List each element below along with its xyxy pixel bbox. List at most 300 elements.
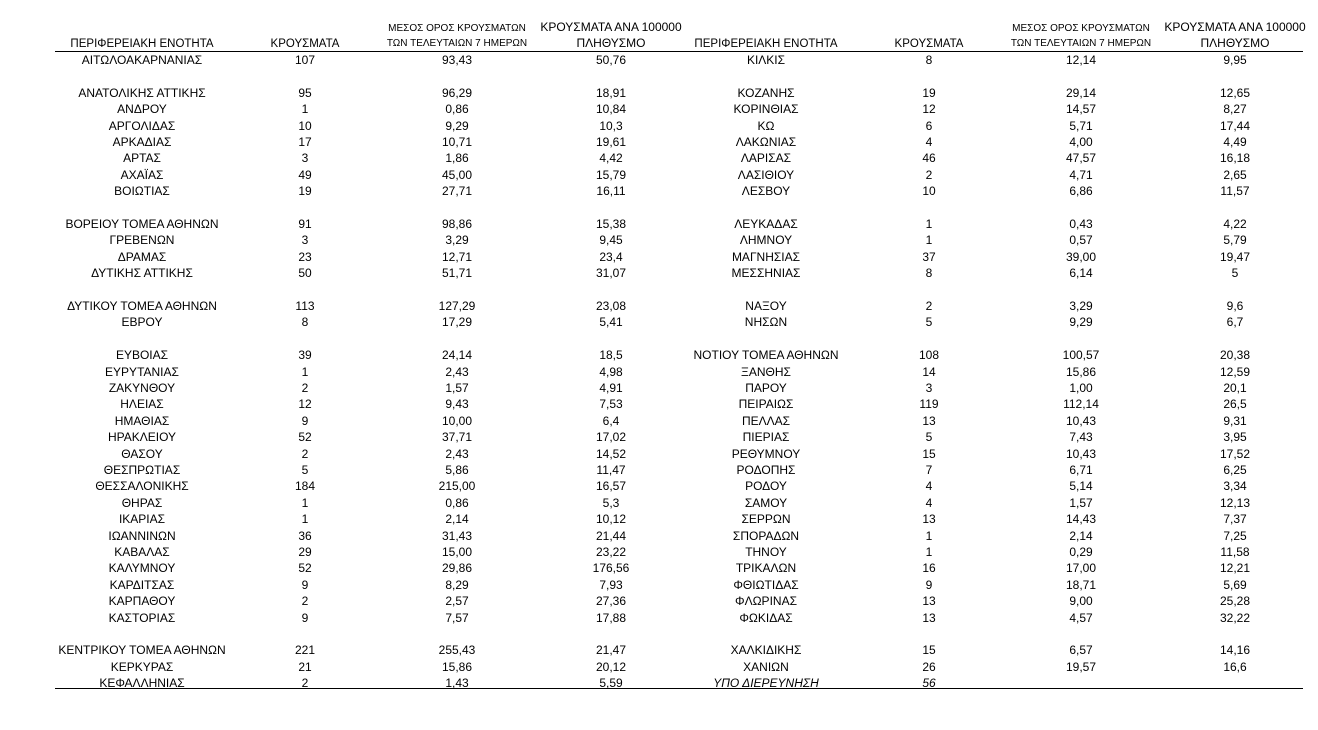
table-row [55, 659, 679, 675]
cases-cell: 2 [301, 594, 309, 609]
table-row [679, 134, 1303, 150]
region-cell: ΕΒΡΟΥ [121, 315, 163, 330]
rate-cell: 9,95 [1223, 53, 1247, 67]
header-rate-line1: ΚΡΟΥΣΜΑΤΑ ΑΝΑ 100000 [1164, 20, 1306, 34]
table-row [679, 478, 1303, 494]
rate-cell: 17,02 [595, 430, 627, 445]
table-row [55, 528, 679, 544]
cases-cell: 9 [301, 610, 309, 625]
table-row [679, 446, 1303, 462]
avg-cell: 0,29 [1069, 545, 1093, 559]
header-cases: ΚΡΟΥΣΜΑΤΑ [270, 38, 340, 50]
region-cell: ΚΕΝΤΡΙΚΟΥ ΤΟΜΕΑ ΑΘΗΝΩΝ [58, 643, 226, 658]
region-cell: ΤΡΙΚΑΛΩΝ [735, 561, 797, 576]
table-row [55, 495, 679, 511]
avg-cell: 18,71 [1065, 577, 1097, 592]
region-cell: ΚΟΡΙΝΘΙΑΣ [733, 102, 799, 117]
rate-cell: 6,25 [1223, 463, 1247, 477]
table-row [55, 380, 679, 396]
cases-cell: 8 [925, 266, 933, 281]
avg-cell: 9,43 [445, 397, 469, 412]
region-cell: ΞΑΝΘΗΣ [741, 364, 791, 379]
rate-cell: 5,3 [602, 495, 620, 510]
cases-cell: 37 [922, 249, 936, 264]
cases-cell: 52 [298, 561, 312, 576]
cases-cell: 8 [925, 53, 933, 67]
table-row [679, 577, 1303, 593]
cases-cell: 5 [925, 315, 933, 330]
cases-cell: 12 [922, 102, 936, 117]
avg-cell: 14,43 [1065, 512, 1097, 527]
cases-cell: 15 [922, 446, 936, 461]
table-row [55, 167, 679, 183]
avg-cell: 127,29 [438, 299, 476, 313]
cases-cell: 107 [294, 53, 316, 67]
region-cell: ΔΡΑΜΑΣ [117, 249, 167, 264]
avg-cell: 1,57 [1069, 495, 1093, 510]
header-rate-line1: ΚΡΟΥΣΜΑΤΑ ΑΝΑ 100000 [540, 20, 682, 34]
avg-cell: 10,00 [441, 413, 473, 428]
cases-cell: 1 [925, 545, 933, 559]
region-cell: ΛΗΜΝΟΥ [739, 233, 793, 248]
region-cell: ΓΡΕΒΕΝΩΝ [109, 233, 175, 248]
table-row [55, 446, 679, 462]
avg-cell: 15,86 [1065, 364, 1097, 379]
cases-cell: 13 [922, 512, 936, 527]
rate-cell: 4,22 [1223, 217, 1247, 231]
rate-cell: 21,47 [595, 643, 627, 658]
region-cell: ΑΡΚΑΔΙΑΣ [112, 135, 172, 149]
table-row [679, 429, 1303, 445]
rate-cell: 16,11 [596, 184, 626, 199]
rate-cell: 11,57 [1220, 184, 1250, 199]
avg-cell: 0,57 [1069, 233, 1093, 248]
region-cell: ΑΙΤΩΛΟΑΚΑΡΝΑΝΙΑΣ [81, 53, 203, 67]
header-rate-line2: ΠΛΗΘΥΣΜΟ [576, 36, 646, 50]
table-row [679, 396, 1303, 412]
rate-cell: 16,18 [1219, 151, 1251, 166]
table-row [679, 183, 1303, 199]
avg-cell: 5,14 [1069, 479, 1093, 494]
region-cell: ΘΕΣΠΡΩΤΙΑΣ [103, 463, 181, 477]
avg-cell: 98,86 [441, 217, 473, 231]
avg-cell: 24,14 [441, 348, 473, 363]
cases-cell: 19 [922, 85, 936, 100]
region-cell: ΑΝΔΡΟΥ [117, 102, 167, 117]
rate-cell: 11,47 [596, 463, 626, 477]
rate-cell: 18,5 [599, 348, 623, 363]
rate-cell: 27,36 [595, 594, 627, 609]
cases-cell: 1 [925, 217, 933, 231]
table-row [679, 298, 1303, 314]
region-cell: ΒΟΡΕΙΟΥ ΤΟΜΕΑ ΑΘΗΝΩΝ [65, 217, 219, 231]
region-cell: ΚΑΡΠΑΘΟΥ [108, 594, 176, 609]
header-rate-line2: ΠΛΗΘΥΣΜΟ [1200, 36, 1270, 50]
avg-cell: 4,57 [1069, 610, 1093, 625]
region-cell: ΡΟΔΟΠΗΣ [736, 463, 796, 477]
header-avg-line2: ΤΩΝ ΤΕΛΕΥΤΑΙΩΝ 7 ΗΜΕΡΩΝ [1010, 38, 1152, 49]
table-row [55, 52, 679, 68]
rate-cell: 17,88 [595, 610, 627, 625]
avg-cell: 255,43 [438, 643, 476, 658]
region-cell: ΛΑΚΩΝΙΑΣ [735, 135, 797, 149]
avg-cell: 5,86 [445, 463, 469, 477]
table-row [55, 577, 679, 593]
region-cell: ΑΡΤΑΣ [123, 151, 161, 166]
rate-cell: 9,45 [599, 233, 623, 248]
region-cell: ΥΠΟ ΔΙΕΡΕΥΝΗΣΗ [713, 676, 819, 691]
table-row [55, 642, 679, 658]
region-cell: ΚΙΛΚΙΣ [746, 53, 786, 67]
avg-cell: 2,43 [445, 446, 469, 461]
avg-cell: 2,43 [445, 364, 469, 379]
avg-cell: 7,57 [445, 610, 469, 625]
region-cell: ΡΟΔΟΥ [745, 479, 787, 494]
table-row [55, 183, 679, 199]
region-cell: ΗΛΕΙΑΣ [120, 397, 164, 412]
avg-cell: 10,43 [1065, 446, 1097, 461]
table-row [679, 150, 1303, 166]
cases-cell: 21 [298, 659, 312, 674]
table-row [679, 249, 1303, 265]
region-cell: ΦΘΙΩΤΙΔΑΣ [733, 577, 799, 592]
rate-cell: 7,93 [599, 577, 623, 592]
table-row [679, 265, 1303, 281]
avg-cell: 12,14 [1065, 53, 1097, 67]
region-cell: ΜΕΣΣΗΝΙΑΣ [731, 266, 801, 281]
region-cell: ΠΑΡΟΥ [745, 381, 787, 395]
avg-cell: 2,14 [1069, 528, 1093, 543]
rate-cell: 7,25 [1223, 528, 1247, 543]
cases-cell: 7 [925, 463, 933, 477]
table-row [55, 232, 679, 248]
rate-cell: 2,65 [1223, 167, 1247, 182]
table-row [55, 216, 679, 232]
region-cell: ΔΥΤΙΚΗΣ ΑΤΤΙΚΗΣ [91, 266, 193, 281]
cases-cell: 1 [925, 528, 933, 543]
region-cell: ΔΥΤΙΚΟΥ ΤΟΜΕΑ ΑΘΗΝΩΝ [67, 299, 217, 313]
table-row [55, 478, 679, 494]
table-row [55, 396, 679, 412]
region-cell: ΛΕΣΒΟΥ [741, 184, 791, 199]
region-cell: ΕΥΡΥΤΑΝΙΑΣ [105, 364, 179, 379]
table-row [679, 462, 1303, 478]
rate-cell: 23,4 [599, 249, 623, 264]
table-row [55, 610, 679, 626]
cases-cell: 1 [925, 233, 933, 248]
table-row [55, 314, 679, 330]
region-cell: ΝΗΣΩΝ [744, 315, 788, 330]
avg-cell: 29,14 [1065, 85, 1097, 100]
cases-cell: 2 [925, 167, 933, 182]
region-cell: ΡΕΘΥΜΝΟΥ [731, 446, 801, 461]
region-cell: ΑΧΑΪΑΣ [120, 167, 164, 182]
cases-cell: 184 [294, 479, 316, 494]
rate-cell: 10,84 [595, 102, 627, 117]
table-row [55, 675, 679, 691]
cases-cell: 2 [925, 299, 933, 313]
cases-cell: 3 [925, 381, 933, 395]
rate-cell: 23,08 [595, 299, 627, 313]
avg-cell: 37,71 [441, 430, 473, 445]
table-row [679, 314, 1303, 330]
avg-cell: 27,71 [441, 184, 473, 199]
header-region: ΠΕΡΙΦΕΡΕΙΑΚΗ ΕΝΟΤΗΤΑ [70, 38, 214, 50]
avg-cell: 9,00 [1069, 594, 1093, 609]
cases-cell: 5 [925, 430, 933, 445]
cases-cell: 39 [298, 348, 312, 363]
header-avg [375, 21, 539, 51]
region-cell: ΠΕΛΛΑΣ [741, 413, 791, 428]
table-row [55, 85, 679, 101]
cases-cell: 91 [298, 217, 312, 231]
cases-cell: 4 [925, 495, 933, 510]
region-cell: ΣΠΟΡΑΔΩΝ [732, 528, 800, 543]
table-header-left [55, 0, 682, 51]
table-header-right [679, 0, 1306, 51]
rate-cell: 7,53 [599, 397, 623, 412]
avg-cell: 1,00 [1069, 381, 1093, 395]
rate-cell: 18,91 [595, 85, 627, 100]
region-cell: ΗΡΑΚΛΕΙΟΥ [107, 430, 177, 445]
cases-cell: 1 [301, 512, 309, 527]
region-cell: ΚΑΡΔΙΤΣΑΣ [109, 577, 175, 592]
cases-cell: 26 [922, 659, 936, 674]
avg-cell: 39,00 [1065, 249, 1097, 264]
cases-cell: 9 [301, 413, 309, 428]
table-row [679, 593, 1303, 609]
table-row [55, 101, 679, 117]
table-row [679, 610, 1303, 626]
rate-cell: 16,6 [1223, 659, 1247, 674]
cases-cell: 108 [918, 348, 940, 363]
region-cell: ΕΥΒΟΙΑΣ [115, 348, 169, 363]
table-row [679, 232, 1303, 248]
cases-cell: 19 [298, 184, 312, 199]
avg-cell: 96,29 [441, 85, 473, 100]
region-cell: ΘΕΣΣΑΛΟΝΙΚΗΣ [95, 479, 189, 494]
avg-cell: 1,43 [445, 676, 469, 691]
header-cases: ΚΡΟΥΣΜΑΤΑ [894, 38, 964, 50]
rate-cell: 7,37 [1223, 512, 1247, 527]
table-row [679, 364, 1303, 380]
table-row [55, 347, 679, 363]
avg-cell: 15,86 [441, 659, 473, 674]
avg-cell: 112,14 [1063, 397, 1099, 412]
rate-cell: 5,41 [599, 315, 623, 330]
rate-cell: 4,42 [599, 151, 623, 166]
cases-cell: 36 [298, 528, 312, 543]
avg-cell: 3,29 [445, 233, 469, 248]
rate-cell: 3,95 [1223, 430, 1247, 445]
region-cell: ΛΑΡΙΣΑΣ [740, 151, 792, 166]
region-cell: ΑΡΓΟΛΙΔΑΣ [108, 118, 176, 133]
table-row [679, 52, 1303, 68]
region-cell: ΤΗΝΟΥ [745, 545, 787, 559]
avg-cell: 12,71 [441, 249, 473, 264]
avg-cell: 17,29 [441, 315, 473, 330]
avg-cell: 4,71 [1069, 167, 1093, 182]
cases-cell: 10 [922, 184, 936, 199]
rate-cell: 21,44 [595, 528, 627, 543]
region-cell: ΚΟΖΑΝΗΣ [737, 85, 795, 100]
avg-cell: 7,43 [1069, 430, 1093, 445]
rate-cell: 5,59 [599, 676, 623, 691]
cases-cell: 3 [301, 233, 309, 248]
cases-cell: 4 [925, 479, 933, 494]
region-cell: ΣΑΜΟΥ [744, 495, 788, 510]
region-cell: ΙΚΑΡΙΑΣ [118, 512, 166, 527]
region-cell: ΦΛΩΡΙΝΑΣ [735, 594, 797, 609]
table-row [55, 150, 679, 166]
rate-cell: 14,16 [1219, 643, 1251, 658]
rate-cell: 20,1 [1223, 381, 1247, 395]
avg-cell: 10,71 [441, 135, 473, 149]
rate-cell: 4,98 [599, 364, 623, 379]
rate-cell: 8,27 [1223, 102, 1247, 117]
table-row [679, 167, 1303, 183]
cases-cell: 15 [922, 643, 936, 658]
rate-cell: 26,5 [1223, 397, 1247, 412]
table-row [679, 380, 1303, 396]
cases-cell: 9 [925, 577, 933, 592]
region-cell: ΚΕΦΑΛΛΗΝΙΑΣ [99, 676, 185, 691]
table-row [55, 134, 679, 150]
table-row [679, 413, 1303, 429]
avg-cell: 8,29 [445, 577, 469, 592]
region-cell: ΦΩΚΙΔΑΣ [739, 610, 793, 625]
rate-cell: 5 [1231, 266, 1239, 281]
header-avg [999, 21, 1163, 51]
table-row [55, 298, 679, 314]
table-row [679, 675, 1303, 691]
table-row [55, 413, 679, 429]
rate-cell: 15,38 [595, 217, 627, 231]
rate-cell: 12,65 [1219, 85, 1251, 100]
avg-cell: 0,86 [445, 495, 469, 510]
cases-cell: 13 [922, 594, 936, 609]
table-row [679, 544, 1303, 560]
rate-cell: 17,52 [1219, 446, 1251, 461]
rate-cell: 6,4 [602, 413, 620, 428]
avg-cell: 100,57 [1062, 348, 1100, 363]
rate-cell: 12,13 [1219, 495, 1251, 510]
table-row [679, 659, 1303, 675]
cases-cell: 50 [298, 266, 312, 281]
avg-cell: 215,00 [438, 479, 476, 494]
rate-cell: 17,44 [1219, 118, 1251, 133]
avg-cell: 6,71 [1069, 463, 1093, 477]
rate-cell: 9,31 [1223, 413, 1247, 428]
table-row [679, 528, 1303, 544]
rate-cell: 10,3 [599, 118, 623, 133]
cases-cell: 14 [922, 364, 936, 379]
cases-cell: 52 [298, 430, 312, 445]
cases-cell: 2 [301, 446, 309, 461]
avg-cell: 29,86 [441, 561, 473, 576]
cases-cell: 4 [925, 135, 933, 149]
cases-cell: 9 [301, 577, 309, 592]
region-cell: ΚΑΣΤΟΡΙΑΣ [108, 610, 176, 625]
rate-cell: 12,59 [1219, 364, 1251, 379]
rate-cell: 23,22 [595, 545, 627, 559]
rate-cell: 50,76 [595, 53, 627, 67]
table-row [55, 544, 679, 560]
cases-cell: 113 [295, 299, 315, 313]
region-cell: ΘΗΡΑΣ [121, 495, 163, 510]
rate-cell: 6,7 [1226, 315, 1244, 330]
cases-cell: 49 [298, 167, 312, 182]
avg-cell: 3,29 [1069, 299, 1093, 313]
table-row [55, 249, 679, 265]
avg-cell: 0,43 [1069, 217, 1093, 231]
header-rate [531, 19, 691, 51]
table-row [679, 85, 1303, 101]
cases-cell: 29 [298, 545, 312, 559]
cases-cell: 119 [919, 397, 939, 412]
cases-cell: 2 [301, 381, 309, 395]
rate-cell: 20,12 [595, 659, 627, 674]
avg-cell: 1,86 [445, 151, 469, 166]
avg-cell: 31,43 [441, 528, 473, 543]
avg-cell: 19,57 [1065, 659, 1097, 674]
table-row [679, 101, 1303, 117]
region-cell: ΚΑΛΥΜΝΟΥ [108, 561, 176, 576]
cases-cell: 221 [294, 643, 316, 658]
avg-cell: 5,71 [1069, 118, 1093, 133]
cases-cell: 56 [922, 676, 936, 691]
table-row [679, 118, 1303, 134]
region-cell: ΣΕΡΡΩΝ [741, 512, 791, 527]
table-row [55, 462, 679, 478]
rate-cell: 3,34 [1223, 479, 1247, 494]
avg-cell: 6,14 [1069, 266, 1093, 281]
region-cell: ΑΝΑΤΟΛΙΚΗΣ ΑΤΤΙΚΗΣ [78, 85, 206, 100]
table-row [55, 265, 679, 281]
avg-cell: 10,43 [1065, 413, 1097, 428]
rate-cell: 25,28 [1219, 594, 1251, 609]
table-row [55, 429, 679, 445]
region-cell: ΘΑΣΟΥ [121, 446, 163, 461]
avg-cell: 14,57 [1065, 102, 1097, 117]
avg-cell: 47,57 [1065, 151, 1097, 166]
header-avg-line2: ΤΩΝ ΤΕΛΕΥΤΑΙΩΝ 7 ΗΜΕΡΩΝ [386, 38, 528, 49]
table-row [679, 642, 1303, 658]
region-cell: ΧΑΛΚΙΔΙΚΗΣ [730, 643, 802, 658]
rate-cell: 20,38 [1219, 348, 1251, 363]
rate-cell: 4,49 [1223, 135, 1247, 149]
rate-cell: 4,91 [599, 381, 623, 395]
region-cell: ΜΑΓΝΗΣΙΑΣ [731, 249, 801, 264]
region-cell: ΠΕΙΡΑΙΩΣ [738, 397, 794, 412]
avg-cell: 45,00 [441, 167, 473, 182]
cases-cell: 10 [298, 118, 312, 133]
header-avg-line1: ΜΕΣΟΣ ΟΡΟΣ ΚΡΟΥΣΜΑΤΩΝ [388, 23, 526, 34]
rate-cell: 19,61 [595, 135, 627, 149]
rate-cell: 31,07 [595, 266, 627, 281]
region-cell: ΝΑΞΟΥ [745, 299, 787, 313]
region-cell: ΛΑΣΙΘΙΟΥ [737, 167, 795, 182]
region-cell: ΚΕΡΚΥΡΑΣ [110, 659, 174, 674]
cases-cell: 17 [298, 135, 312, 149]
cases-cell: 2 [301, 676, 309, 691]
cases-cell: 1 [301, 495, 309, 510]
region-cell: ΚΑΒΑΛΑΣ [114, 545, 170, 559]
header-region: ΠΕΡΙΦΕΡΕΙΑΚΗ ΕΝΟΤΗΤΑ [694, 38, 838, 50]
table-row [55, 364, 679, 380]
cases-cell: 46 [922, 151, 936, 166]
avg-cell: 17,00 [1065, 561, 1097, 576]
